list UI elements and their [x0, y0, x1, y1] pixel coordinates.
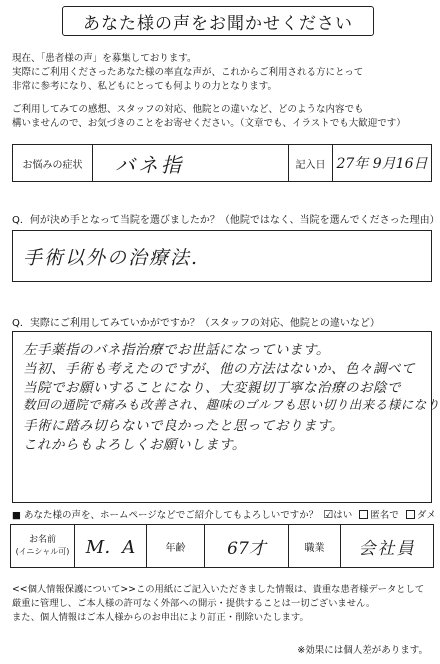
- privacy-line: また、個人情報はご本人様からのお申出により訂正・削除いたします。: [12, 612, 309, 623]
- profile-row: [10, 524, 434, 568]
- intro-line: 実際にご利用くださったあなた様の率直な声が、これからご利用される方にとって: [12, 67, 364, 78]
- checkbox-anonymous[interactable]: [359, 510, 368, 519]
- disclaimer-note: ※効果には個人差があります。: [297, 645, 428, 656]
- answer-line: 手術に踏み切らないで良かったと思っております。: [23, 418, 344, 434]
- intro-line: ご利用してみての感想、スタッフの対応、他院との違いなど、どのような内容でも: [12, 104, 364, 115]
- intro-line: 構いませんので、お気づきのことをお寄せください。（文章でも、イラストでも大歓迎です）: [12, 118, 406, 129]
- option-anonymous-label: 匿名で: [370, 510, 399, 521]
- page-title: [62, 6, 374, 36]
- age-value[interactable]: 67才: [205, 525, 289, 567]
- answer-line: 左手薬指のバネ指治療でお世話になっています。: [23, 342, 330, 358]
- job-value[interactable]: 会社員: [358, 538, 416, 559]
- answer-line: 当初、手術も考えたのですが、他の方法はないか、色々調べて: [23, 361, 415, 377]
- option-yes-label: はい: [333, 510, 353, 521]
- answer-line: 当院でお願いすることになり、大変親切丁寧な治療のお陰で: [23, 380, 401, 396]
- answer-line: これからもよろしくお願いします。: [23, 437, 246, 453]
- date-label: 記入日: [289, 145, 333, 181]
- symptom-label: お悩みの症状: [13, 145, 93, 181]
- symptom-row: [12, 144, 432, 182]
- permission-row: [12, 507, 436, 521]
- checkbox-yes[interactable]: ☑: [323, 508, 334, 521]
- answer-experience-box[interactable]: [12, 331, 440, 503]
- symptom-value[interactable]: バネ指: [93, 145, 289, 181]
- intro-line: 非常に参考になり、私どもにとっても何よりの力となります。: [12, 81, 278, 92]
- intro-line: 現在、「患者様の声」を募集しております。: [12, 53, 197, 64]
- question-reason: Q．何が決め手となって当院を選びましたか？（他院ではなく、当院を選んでくださった理由）: [12, 215, 440, 226]
- name-value[interactable]: M．A: [75, 525, 147, 567]
- name-label-cell: [11, 525, 75, 567]
- age-label: 年齢: [147, 525, 205, 567]
- privacy-line: 厳重に管理し、ご本人様の許可なく外部への開示・提供することは一切ございません。: [12, 598, 376, 609]
- date-value[interactable]: 27年 9月16日: [336, 156, 428, 172]
- name-label: お名前: [28, 535, 56, 545]
- privacy-line: <<個人情報保護について>>この用紙にご記入いただきました情報は、貴重な患者様データとして: [12, 584, 425, 595]
- permission-question: ■ あなた様の声を、ホームページなどでご紹介してもよろしいですか？: [12, 510, 319, 521]
- name-sublabel: (イニシャル可): [15, 547, 70, 556]
- answer-reason-text: 手術以外の治療法.: [23, 247, 200, 269]
- checkbox-no[interactable]: [406, 510, 415, 519]
- answer-line: 数回の通院で痛みも改善され、趣味のゴルフも思い切り出来る様になり: [23, 397, 440, 412]
- job-label: 職業: [289, 525, 341, 567]
- page-title-text: あなた様の声をお聞かせください: [83, 13, 353, 34]
- option-no-label: ダメ: [416, 510, 436, 521]
- answer-reason-box[interactable]: [12, 230, 432, 282]
- question-experience: Q．実際にご利用してみていかがですか？（スタッフの対応、他院との違いなど）: [12, 318, 380, 329]
